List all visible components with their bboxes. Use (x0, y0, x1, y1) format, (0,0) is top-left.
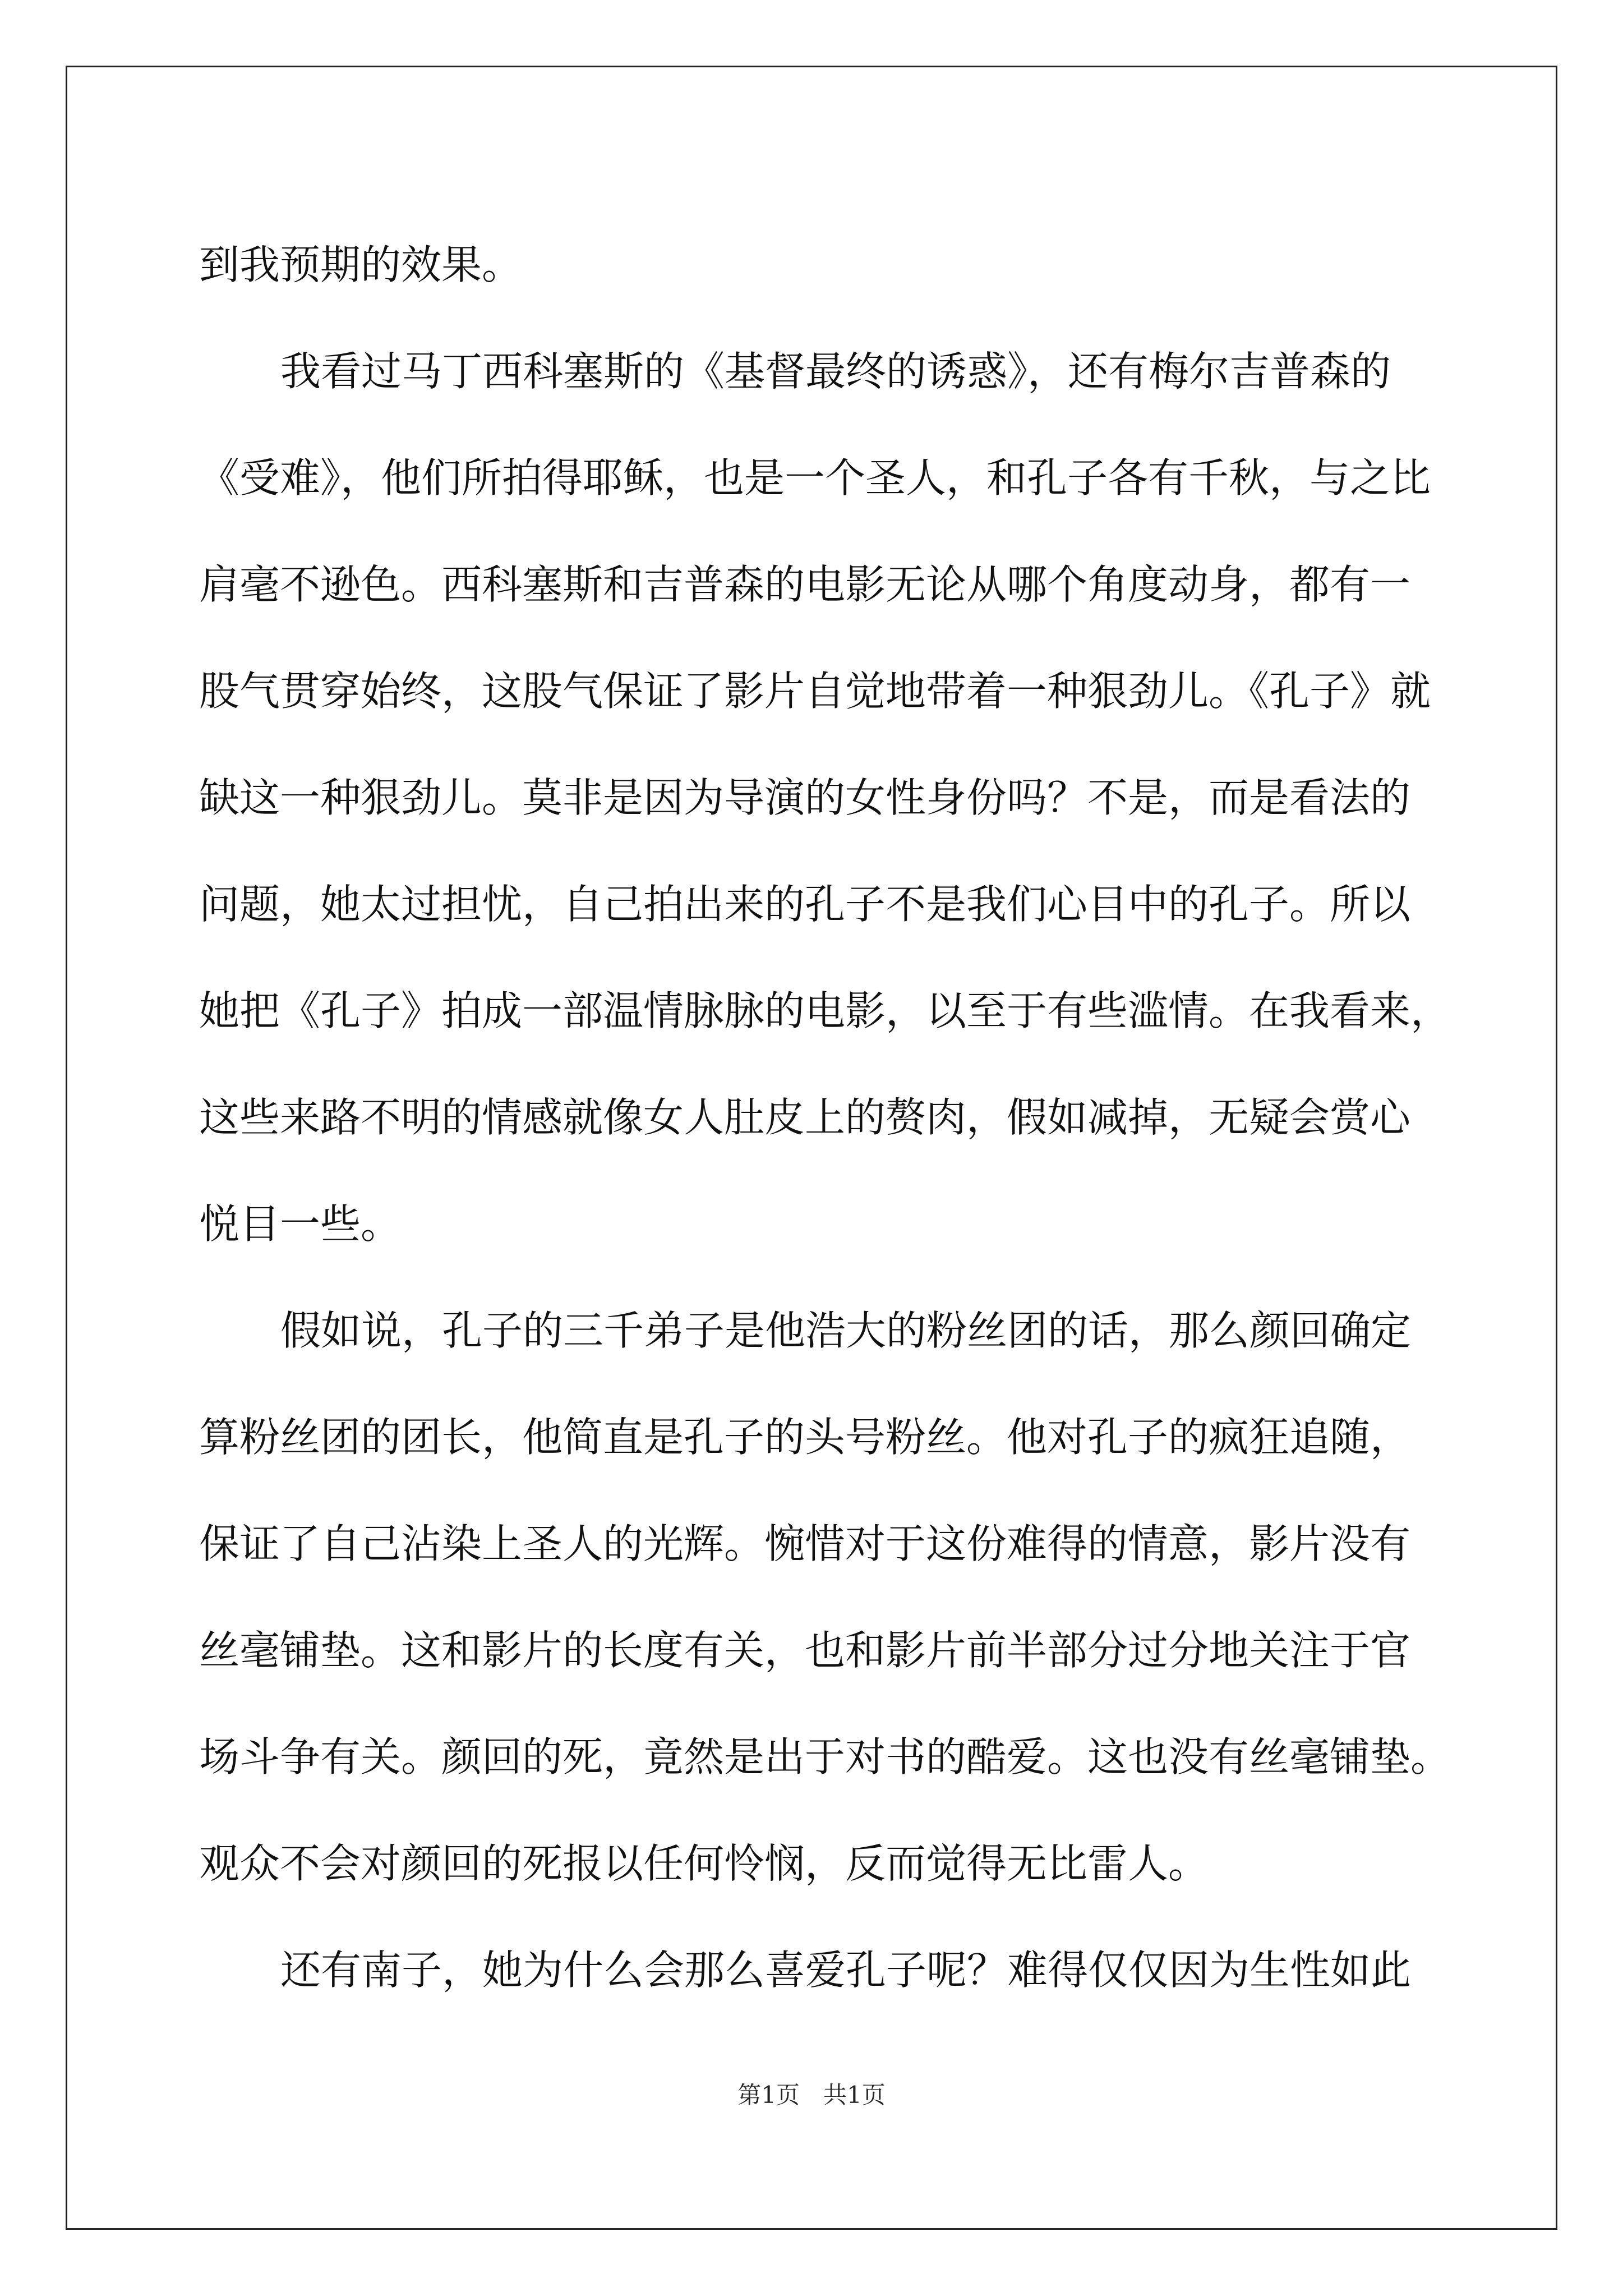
text-line: 我看过马丁西科塞斯的《基督最终的诱惑》，还有梅尔吉普森的 (280, 348, 1391, 395)
text-line: 场斗争有关。颜回的死，竟然是出于对书的酷爱。这也没有丝毫铺垫。 (199, 1733, 1451, 1780)
text-line: 肩毫不逊色。西科塞斯和吉普森的电影无论从哪个角度动身，都有一 (199, 561, 1411, 608)
text-line: 丝毫铺垫。这和影片的长度有关，也和影片前半部分过分地关注于官 (199, 1627, 1411, 1674)
text-line: 悦目一些。 (199, 1200, 402, 1248)
text-line: 假如说，孔子的三千弟子是他浩大的粉丝团的话，那么颜回确定 (280, 1307, 1412, 1354)
text-line: 股气贯穿始终，这股气保证了影片自觉地带着一种狠劲儿。《孔子》就 (199, 668, 1431, 715)
text-line: 到我预期的效果。 (199, 241, 523, 288)
text-line: 算粉丝团的团长，他简直是孔子的头号粉丝。他对孔子的疯狂追随， (199, 1414, 1411, 1461)
text-line: 观众不会对颜回的死报以任何怜悯，反而觉得无比雷人。 (199, 1840, 1209, 1887)
document-body (199, 211, 1451, 2023)
text-line: 这些来路不明的情感就像女人肚皮上的赘肉，假如减掉，无疑会赏心 (199, 1094, 1411, 1141)
text-line: 缺这一种狠劲儿。莫非是因为导演的女性身份吗？不是，而是看法的 (199, 774, 1411, 821)
text-line: 她把《孔子》拍成一部温情脉脉的电影，以至于有些滥情。在我看来， (199, 987, 1451, 1034)
text-line: 保证了自己沾染上圣人的光辉。惋惜对于这份难得的情意，影片没有 (199, 1520, 1411, 1567)
text-line: 问题，她太过担忧，自己拍出来的孔子不是我们心目中的孔子。所以 (199, 881, 1411, 928)
text-line: 还有南子，她为什么会那么喜爱孔子呢？难得仅仅因为生性如此 (280, 1947, 1412, 1994)
page-number: 第1页 共1页 (737, 2081, 886, 2109)
text-line: 《受难》，他们所拍得耶稣，也是一个圣人，和孔子各有千秋，与之比 (199, 454, 1431, 501)
